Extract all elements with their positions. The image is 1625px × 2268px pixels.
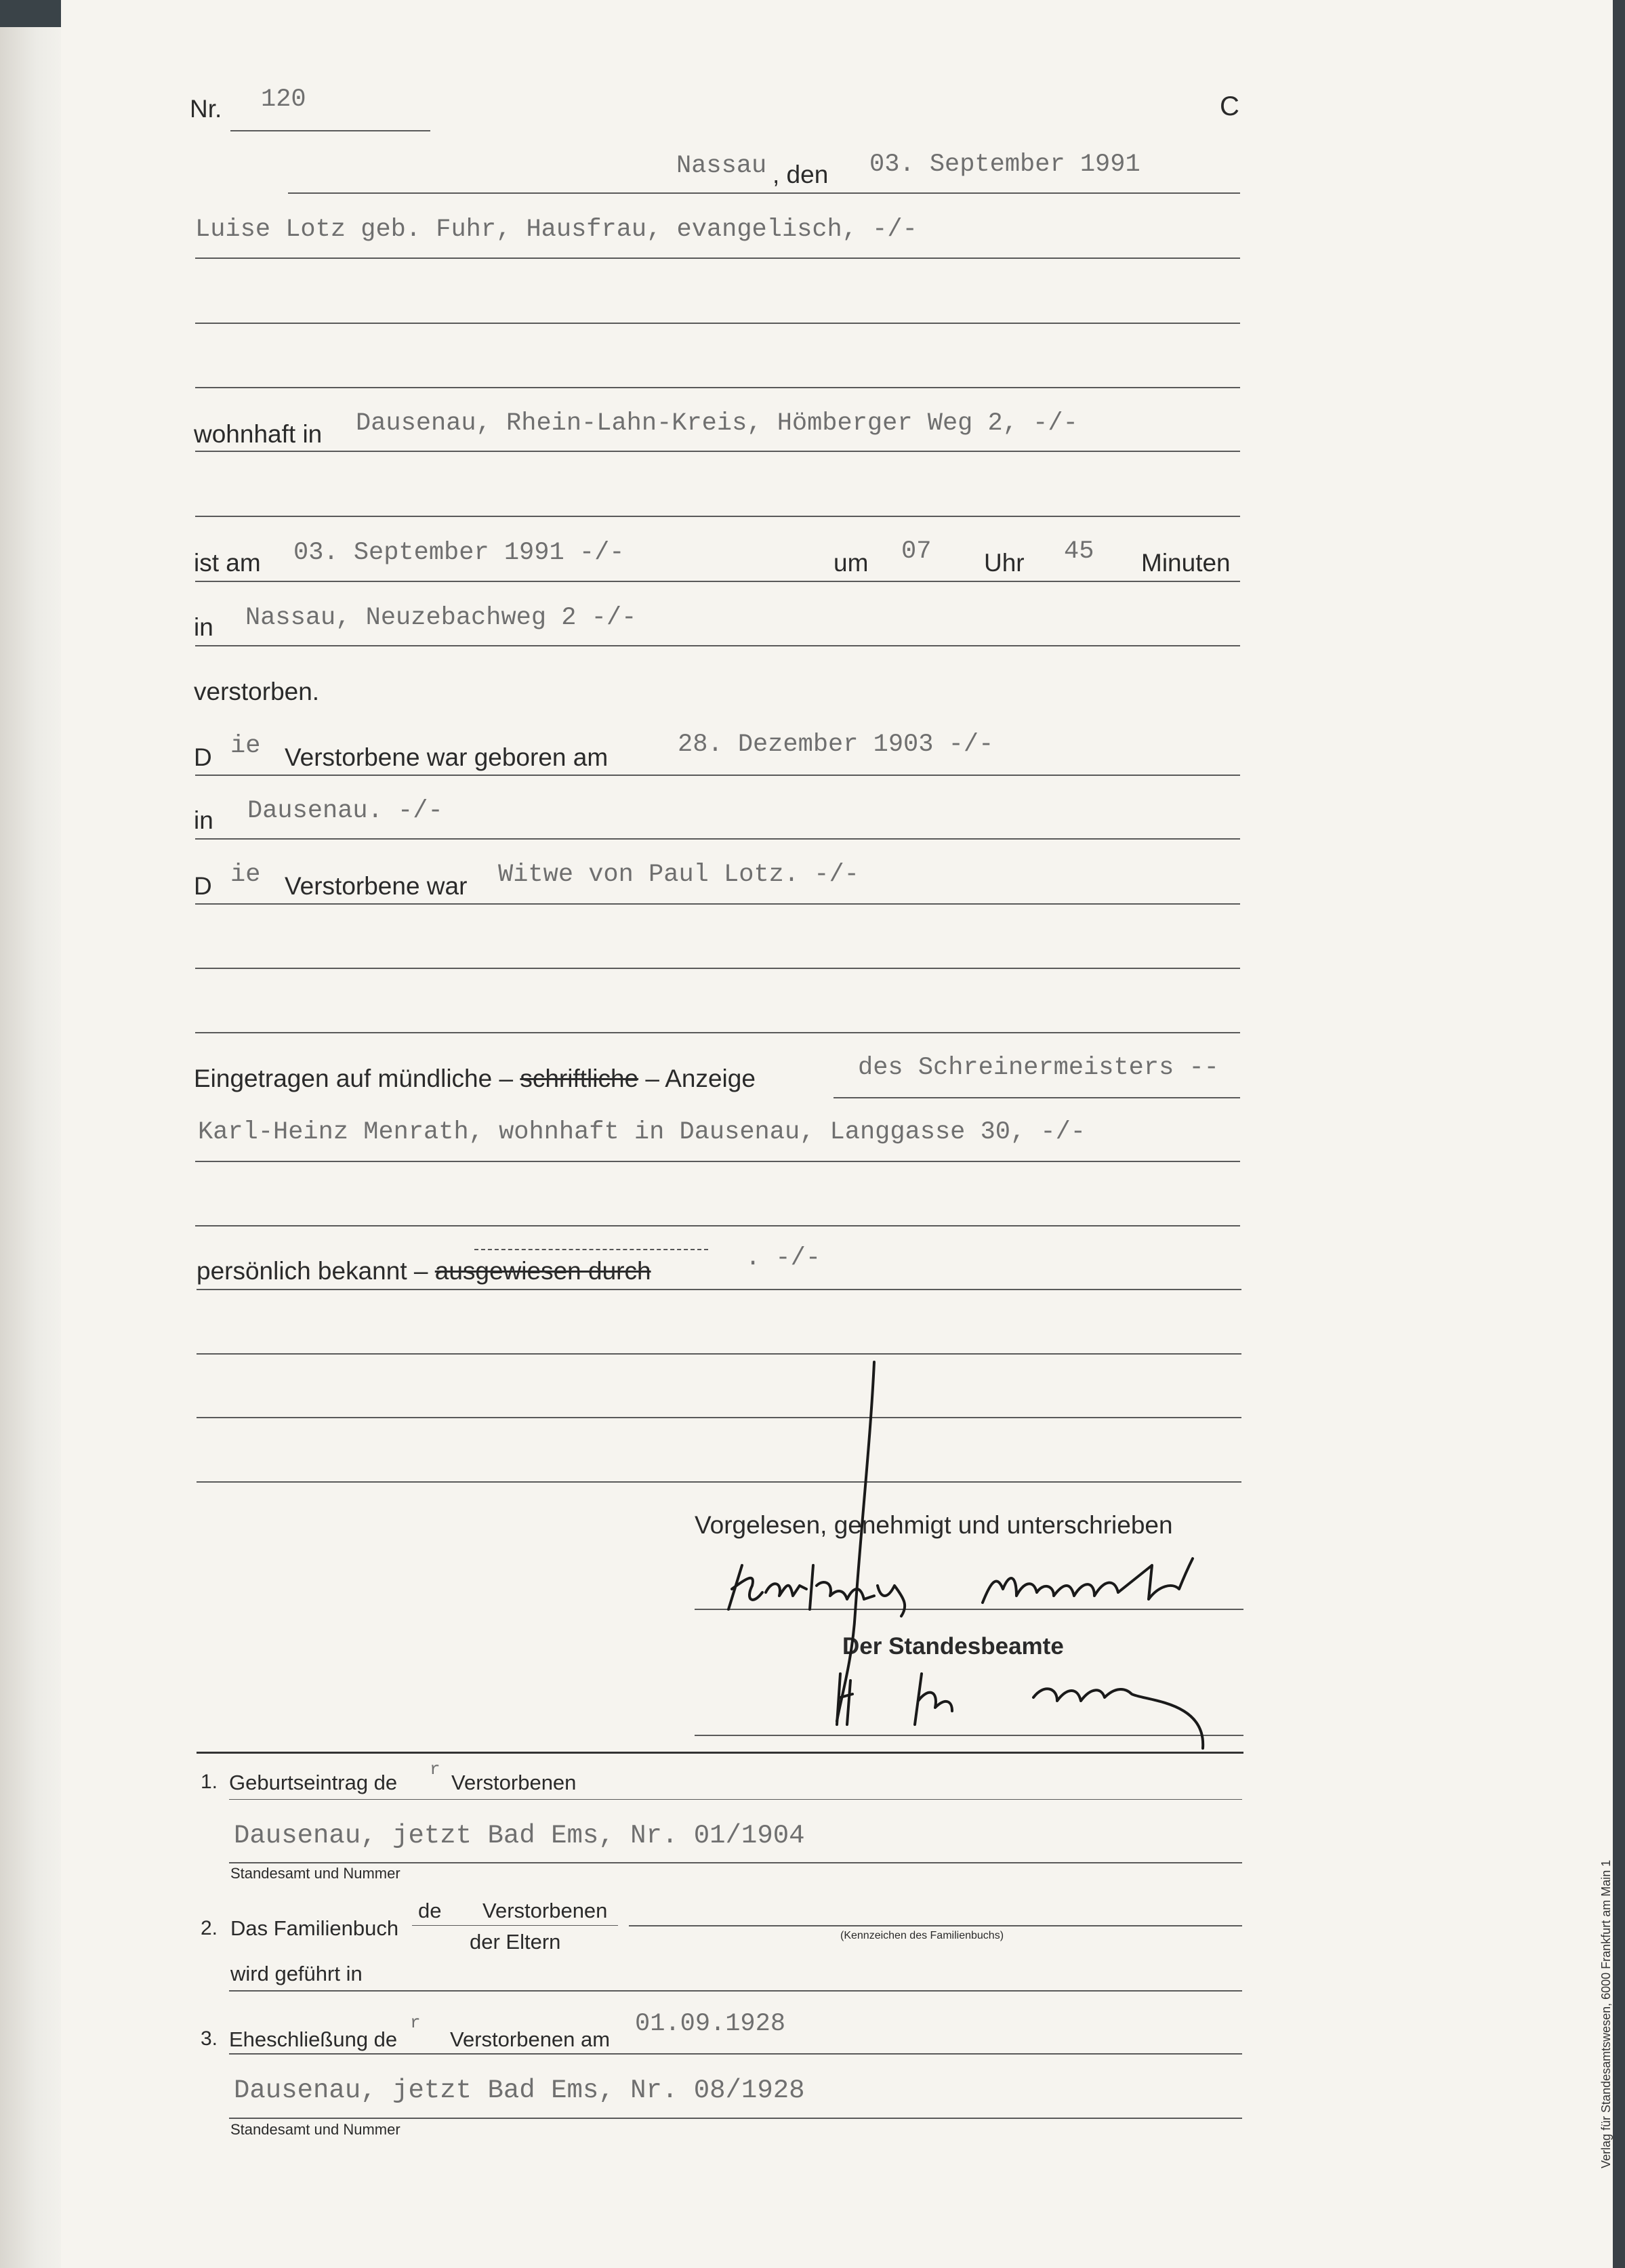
report-label-a: Eingetragen auf mündliche – xyxy=(194,1065,520,1092)
date-value: 03. September 1991 xyxy=(869,150,1140,179)
birth-text-label: Verstorbene war geboren am xyxy=(285,743,609,771)
uhr-label: Uhr xyxy=(984,549,1025,577)
note-1-label2: Verstorbenen xyxy=(451,1771,577,1794)
report-label-struck: schriftliche xyxy=(520,1065,639,1092)
birth-place-value: Dausenau. -/- xyxy=(247,797,443,825)
note-2-option-2: der Eltern xyxy=(470,1930,561,1954)
note-3-value: Dausenau, jetzt Bad Ems, Nr. 08/1928 xyxy=(234,2076,805,2105)
residence-value: Dausenau, Rhein-Lahn-Kreis, Hömberger Weg 2, -/- xyxy=(356,409,1078,438)
note-2-fraction-line xyxy=(412,1925,618,1926)
official-signature xyxy=(837,1674,1203,1748)
death-date-value: 03. September 1991 -/- xyxy=(293,539,625,567)
death-place-value: Nassau, Neuzebachweg 2 -/- xyxy=(245,604,637,632)
note-2-de: de xyxy=(418,1899,442,1922)
identity-label-a: persönlich bekannt – xyxy=(197,1257,435,1285)
report-value-1: des Schreinermeisters -- xyxy=(858,1054,1219,1082)
marital-ie: ie xyxy=(230,861,261,889)
den-label: , den xyxy=(773,161,829,188)
official-signature-stroke xyxy=(837,1362,874,1721)
report-value-2: Karl-Heinz Menrath, wohnhaft in Dausenau, Langgasse 30, -/- xyxy=(198,1118,1086,1147)
note-3-num: 3. xyxy=(201,2027,218,2050)
marital-d-label: D xyxy=(194,872,212,900)
identity-label-struck: ausgewiesen durch xyxy=(434,1257,651,1285)
birth-in-label: in xyxy=(194,806,213,834)
note-1-num: 1. xyxy=(201,1771,218,1793)
death-minute-value: 45 xyxy=(1064,537,1094,566)
birth-date-value: 28. Dezember 1903 -/- xyxy=(678,730,994,759)
note-2-option-1: Verstorbenen xyxy=(482,1899,608,1922)
ist-am-label: ist am xyxy=(194,549,261,577)
note-2-label3: wird geführt in xyxy=(230,1962,363,1985)
note-3-caption: Standesamt und Nummer xyxy=(230,2121,400,2138)
marital-text-label: Verstorbene war xyxy=(285,872,468,900)
birth-d-label: D xyxy=(194,743,212,771)
note-2-line xyxy=(629,1925,1242,1926)
note-1-value: Dausenau, jetzt Bad Ems, Nr. 01/1904 xyxy=(234,1821,805,1851)
nr-label: Nr. xyxy=(190,95,222,123)
note-3-date: 01.09.1928 xyxy=(635,2010,786,2038)
report-label-b: – Anzeige xyxy=(638,1065,756,1092)
note-1-line xyxy=(229,1862,1242,1863)
um-label: um xyxy=(834,549,869,577)
place-value: Nassau xyxy=(676,152,767,180)
note-1-caption: Standesamt und Nummer xyxy=(230,1865,400,1882)
note-1-sup: r xyxy=(430,1759,440,1779)
note-1-label: Geburtseintrag de xyxy=(229,1771,398,1794)
marital-value: Witwe von Paul Lotz. -/- xyxy=(498,861,859,889)
note-2-label: Das Familienbuch xyxy=(230,1916,399,1940)
note-3-label: Eheschließung de xyxy=(229,2027,398,2051)
identity-value: . -/- xyxy=(745,1244,821,1273)
margin-print: Verlag für Standesamtswesen, 6000 Frankfurt am Main 1 xyxy=(1599,1859,1613,2168)
informant-signature xyxy=(728,1565,905,1616)
birth-ie: ie xyxy=(230,732,261,760)
wohnhaft-label: wohnhaft in xyxy=(194,420,323,448)
note-2-place-line xyxy=(229,1990,1242,1992)
closing-text: Vorgelesen, genehmigt und unterschrieben xyxy=(695,1511,1173,1539)
person-value: Luise Lotz geb. Fuhr, Hausfrau, evangelisch, -/- xyxy=(195,215,918,244)
death-in-label: in xyxy=(194,613,213,641)
minuten-label: Minuten xyxy=(1141,549,1231,577)
note-1-top-line xyxy=(229,1799,1242,1800)
note-3-date-line xyxy=(229,2053,1242,2055)
verstorben-label: verstorben. xyxy=(194,678,320,705)
official-label: Der Standesbeamte xyxy=(842,1633,1064,1659)
note-3-line xyxy=(229,2118,1242,2119)
note-3-label2: Verstorbenen am xyxy=(450,2027,611,2051)
death-hour-value: 07 xyxy=(901,537,932,566)
note-3-sup: r xyxy=(410,2013,421,2033)
note-2-num: 2. xyxy=(201,1917,218,1939)
note-2-kennzeichen: (Kennzeichen des Familienbuchs) xyxy=(840,1930,1004,1941)
corner-letter: C xyxy=(1220,91,1239,121)
informant-signature-surname xyxy=(983,1559,1193,1603)
nr-value: 120 xyxy=(261,85,306,114)
